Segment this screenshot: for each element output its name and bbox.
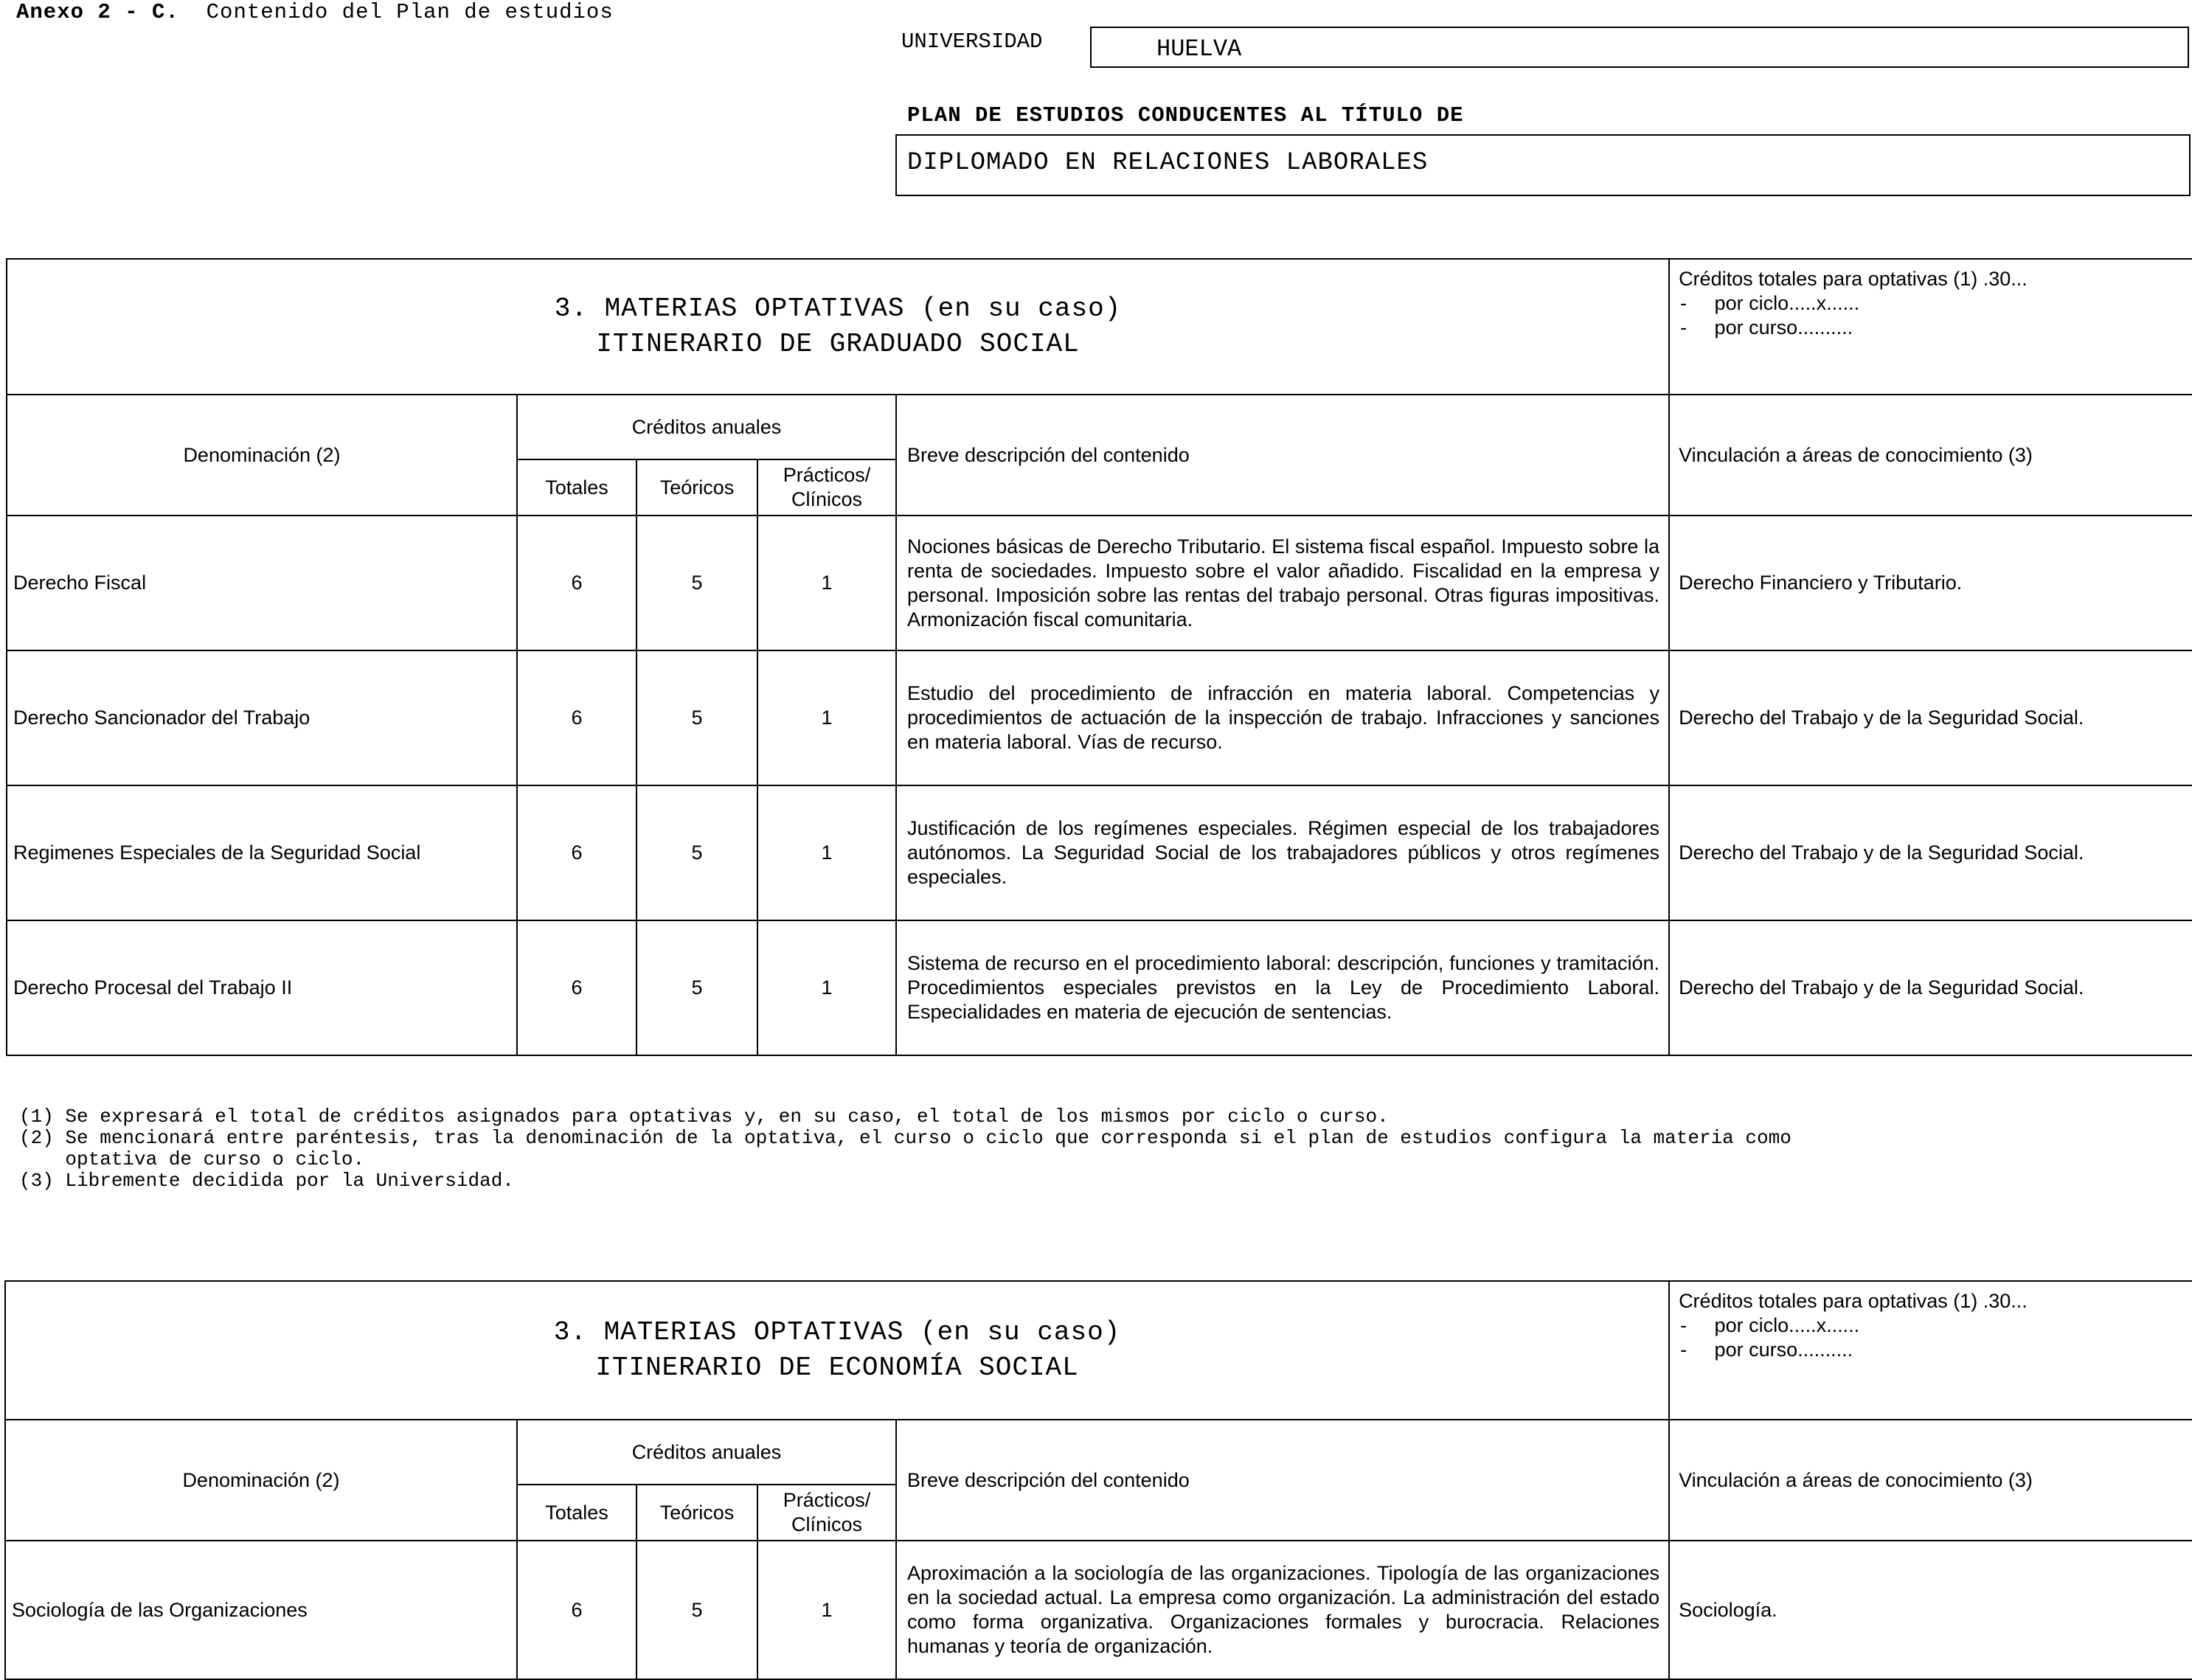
credits-totales: 6 [517,920,637,1055]
section-title-line2: ITINERARIO DE ECONOMÍA SOCIAL [595,1353,1079,1383]
table-row [7,516,2192,650]
subject-name: Derecho Procesal del Trabajo II [7,920,517,1055]
footnote-1: (1) Se expresará el total de créditos asignados para optativas y, en su caso, el total de los mismos por ciclo o curso. [19,1105,1389,1128]
subject-description: Justificación de los regímenes especiales. Régimen especial de los trabajadores autónomos. La Seguridad Social de los trabajadores públicos y otros regímenes especiales. [896,785,1669,920]
credits-summary [1669,1281,2192,1420]
col-header-creditos: Créditos anuales [517,1420,896,1485]
table-row [7,920,2192,1055]
credits-total: Créditos totales para optativas (1) .30... [1679,1290,2028,1312]
col-header-vinculacion: Vinculación a áreas de conocimiento (3) [1669,1420,2192,1541]
annex-subtitle: Contenido del Plan de estudios [206,0,614,24]
subject-name: Derecho Fiscal [7,516,517,650]
university-name: HUELVA [1156,35,1242,63]
knowledge-area: Sociología. [1669,1541,2192,1679]
credits-per-course: - por curso.......... [1680,1339,1853,1361]
subject-name: Derecho Sancionador del Trabajo [7,650,517,785]
col-header-descripcion: Breve descripción del contenido [896,1420,1669,1541]
table-row [7,650,2192,785]
credits-teoricos: 5 [637,516,757,650]
subject-name: Sociología de las Organizaciones [5,1541,517,1679]
credits-summary [1669,259,2192,395]
table-row [5,1541,2192,1679]
credits-practicos: 1 [757,920,896,1055]
university-label: UNIVERSIDAD [901,29,1043,54]
credits-per-cycle: - por ciclo.....x...... [1680,1314,1860,1336]
footnote-2-continued: optativa de curso o ciclo. [19,1148,365,1170]
col-header-totales: Totales [517,459,637,516]
credits-practicos: 1 [757,1541,896,1679]
col-header-practicos: Prácticos/ Clínicos [757,1485,896,1541]
subject-description: Sistema de recurso en el procedimiento laboral: descripción, funciones y tramitación. Procedimientos especiales previstos en la Ley de Procedimiento Laboral. Especialidades en materia de ejecución de sentencias. [896,920,1669,1055]
university-box [1090,27,2189,68]
annex-number: Anexo 2 - C. [16,0,179,24]
subject-description: Nociones básicas de Derecho Tributario. El sistema fiscal español. Impuesto sobre la renta de sociedades. Impuesto sobre el valor añadido. Fiscalidad en la empresa y personal. Imposición sobre las rentas del trabajo personal. Otras figuras impositivas. Armonización fiscal comunitaria. [896,516,1669,650]
credits-totales: 6 [517,785,637,920]
section-title-line2: ITINERARIO DE GRADUADO SOCIAL [596,329,1080,359]
knowledge-area: Derecho Financiero y Tributario. [1669,516,2192,650]
optativas-table-graduado-social [6,258,2192,1056]
col-header-vinculacion: Vinculación a áreas de conocimiento (3) [1669,395,2192,516]
credits-teoricos: 5 [637,650,757,785]
credits-teoricos: 5 [637,1541,757,1679]
annex-title [16,0,614,24]
knowledge-area: Derecho del Trabajo y de la Seguridad Social. [1669,920,2192,1055]
col-header-creditos: Créditos anuales [517,395,896,459]
section-title [5,1281,1669,1420]
col-header-teoricos: Teóricos [637,459,757,516]
subject-description: Estudio del procedimiento de infracción en materia laboral. Competencias y procedimientos de actuación de la inspección de trabajo. Infracciones y sanciones en materia laboral. Vías de recurso. [896,650,1669,785]
knowledge-area: Derecho del Trabajo y de la Seguridad Social. [1669,785,2192,920]
knowledge-area: Derecho del Trabajo y de la Seguridad Social. [1669,650,2192,785]
table-row [7,785,2192,920]
col-header-practicos: Prácticos/ Clínicos [757,459,896,516]
credits-per-cycle: - por ciclo.....x...... [1680,292,1860,314]
col-header-totales: Totales [517,1485,637,1541]
subject-description: Aproximación a la sociología de las organizaciones. Tipología de las organizaciones en la sociedad actual. La empresa como organización. La administración del estado como forma organizativa. Organizaciones formales y burocracia. Relaciones humanas y teoría de organización. [896,1541,1669,1679]
col-header-teoricos: Teóricos [637,1485,757,1541]
section-title [7,259,1669,395]
section-title-line1: 3. MATERIAS OPTATIVAS (en su caso) [553,1317,1121,1347]
credits-totales: 6 [517,1541,637,1679]
plan-box [895,134,2191,196]
credits-practicos: 1 [757,516,896,650]
plan-label: PLAN DE ESTUDIOS CONDUCENTES AL TÍTULO DE [907,103,1464,128]
credits-totales: 6 [517,516,637,650]
credits-per-course: - por curso.......... [1680,316,1853,339]
footnotes [19,1106,1792,1192]
section-title-line1: 3. MATERIAS OPTATIVAS (en su caso) [554,294,1122,324]
credits-totales: 6 [517,650,637,785]
credits-teoricos: 5 [637,785,757,920]
optativas-table-economia-social [4,1280,2192,1680]
plan-name: DIPLOMADO EN RELACIONES LABORALES [907,149,1429,177]
col-header-denominacion: Denominación (2) [7,395,517,516]
col-header-denominacion: Denominación (2) [5,1420,517,1541]
credits-practicos: 1 [757,785,896,920]
credits-total: Créditos totales para optativas (1) .30... [1679,268,2028,290]
footnote-3: (3) Libremente decidida por la Universidad. [19,1170,514,1192]
subject-name: Regimenes Especiales de la Seguridad Social [7,785,517,920]
col-header-descripcion: Breve descripción del contenido [896,395,1669,516]
credits-practicos: 1 [757,650,896,785]
footnote-2: (2) Se mencionará entre paréntesis, tras la denominación de la optativa, el curso o ciclo que corresponda si el plan de estudios configura la materia como [19,1127,1792,1149]
credits-teoricos: 5 [637,920,757,1055]
